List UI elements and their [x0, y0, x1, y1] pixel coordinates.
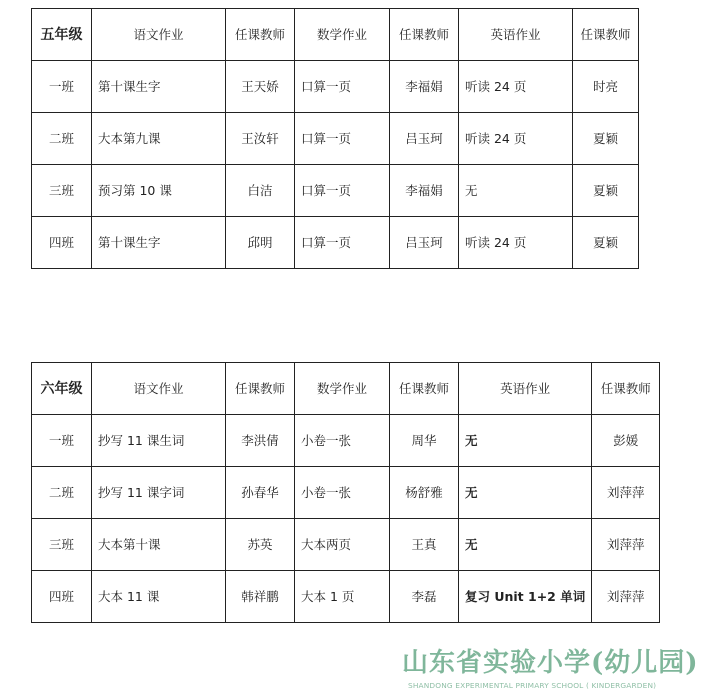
english-homework: 听读 24 页: [459, 217, 573, 269]
chinese-homework: 第十课生字: [92, 217, 226, 269]
school-name-en: SHANDONG EXPERIMENTAL PRIMARY SCHOOL ( KINDERGARDEN): [408, 681, 657, 690]
table-row: [32, 61, 639, 113]
class-name: 四班: [32, 571, 92, 623]
grade-title: 五年级: [32, 9, 92, 61]
chinese-teacher: 王汝轩: [226, 113, 295, 165]
math-homework: 口算一页: [295, 217, 390, 269]
english-teacher: 刘萍萍: [592, 519, 660, 571]
class-name: 一班: [32, 415, 92, 467]
english-homework: 无: [459, 415, 592, 467]
table-row: [32, 519, 660, 571]
chinese-teacher: 王天娇: [226, 61, 295, 113]
english-homework: 复习 Unit 1+2 单词: [459, 571, 592, 623]
chinese-teacher: 邱明: [226, 217, 295, 269]
english-teacher: 彭媛: [592, 415, 660, 467]
table-row: [32, 165, 639, 217]
chinese-homework: 大本第九课: [92, 113, 226, 165]
chinese-homework: 大本第十课: [92, 519, 226, 571]
math-teacher: 李福娟: [390, 165, 459, 217]
table-row: [32, 415, 660, 467]
chinese-homework: 抄写 11 课生词: [92, 415, 226, 467]
column-header: 任课教师: [592, 363, 660, 415]
school-name-cn: 山东省实验小学(幼儿园): [402, 648, 699, 678]
chinese-teacher: 苏英: [226, 519, 295, 571]
class-name: 三班: [32, 165, 92, 217]
table-header-row: [32, 363, 660, 415]
column-header: 语文作业: [92, 363, 226, 415]
column-header: 语文作业: [92, 9, 226, 61]
chinese-homework: 第十课生字: [92, 61, 226, 113]
school-logo: [402, 648, 698, 696]
math-homework: 口算一页: [295, 61, 390, 113]
math-homework: 大本两页: [295, 519, 390, 571]
chinese-teacher: 韩祥鹏: [226, 571, 295, 623]
column-header: 英语作业: [459, 9, 573, 61]
math-teacher: 吕玉珂: [390, 113, 459, 165]
english-homework: 听读 24 页: [459, 61, 573, 113]
math-homework: 小卷一张: [295, 467, 390, 519]
class-name: 四班: [32, 217, 92, 269]
english-homework: 无: [459, 519, 592, 571]
math-teacher: 吕玉珂: [390, 217, 459, 269]
english-teacher: 刘萍萍: [592, 571, 660, 623]
grade5-homework-table: [31, 8, 639, 269]
math-teacher: 李福娟: [390, 61, 459, 113]
english-homework: 无: [459, 165, 573, 217]
chinese-homework: 抄写 11 课字词: [92, 467, 226, 519]
math-teacher: 杨舒雅: [390, 467, 459, 519]
english-homework: 听读 24 页: [459, 113, 573, 165]
table-row: [32, 467, 660, 519]
english-teacher: 夏颖: [573, 217, 639, 269]
grade-title: 六年级: [32, 363, 92, 415]
math-homework: 小卷一张: [295, 415, 390, 467]
english-teacher: 刘萍萍: [592, 467, 660, 519]
class-name: 一班: [32, 61, 92, 113]
column-header: 任课教师: [390, 9, 459, 61]
chinese-teacher: 孙春华: [226, 467, 295, 519]
table-header-row: [32, 9, 639, 61]
math-teacher: 周华: [390, 415, 459, 467]
column-header: 任课教师: [573, 9, 639, 61]
math-homework: 口算一页: [295, 165, 390, 217]
column-header: 任课教师: [226, 363, 295, 415]
column-header: 数学作业: [295, 9, 390, 61]
math-teacher: 李磊: [390, 571, 459, 623]
column-header: 英语作业: [459, 363, 592, 415]
math-homework: 口算一页: [295, 113, 390, 165]
english-teacher: 夏颖: [573, 113, 639, 165]
class-name: 三班: [32, 519, 92, 571]
column-header: 任课教师: [390, 363, 459, 415]
english-teacher: 时亮: [573, 61, 639, 113]
math-teacher: 王真: [390, 519, 459, 571]
chinese-homework: 大本 11 课: [92, 571, 226, 623]
english-teacher: 夏颖: [573, 165, 639, 217]
column-header: 任课教师: [226, 9, 295, 61]
grade6-homework-table: [31, 362, 660, 623]
chinese-teacher: 白洁: [226, 165, 295, 217]
table-row: [32, 217, 639, 269]
chinese-teacher: 李洪倩: [226, 415, 295, 467]
column-header: 数学作业: [295, 363, 390, 415]
chinese-homework: 预习第 10 课: [92, 165, 226, 217]
math-homework: 大本 1 页: [295, 571, 390, 623]
class-name: 二班: [32, 113, 92, 165]
class-name: 二班: [32, 467, 92, 519]
table-row: [32, 113, 639, 165]
table-row: [32, 571, 660, 623]
english-homework: 无: [459, 467, 592, 519]
